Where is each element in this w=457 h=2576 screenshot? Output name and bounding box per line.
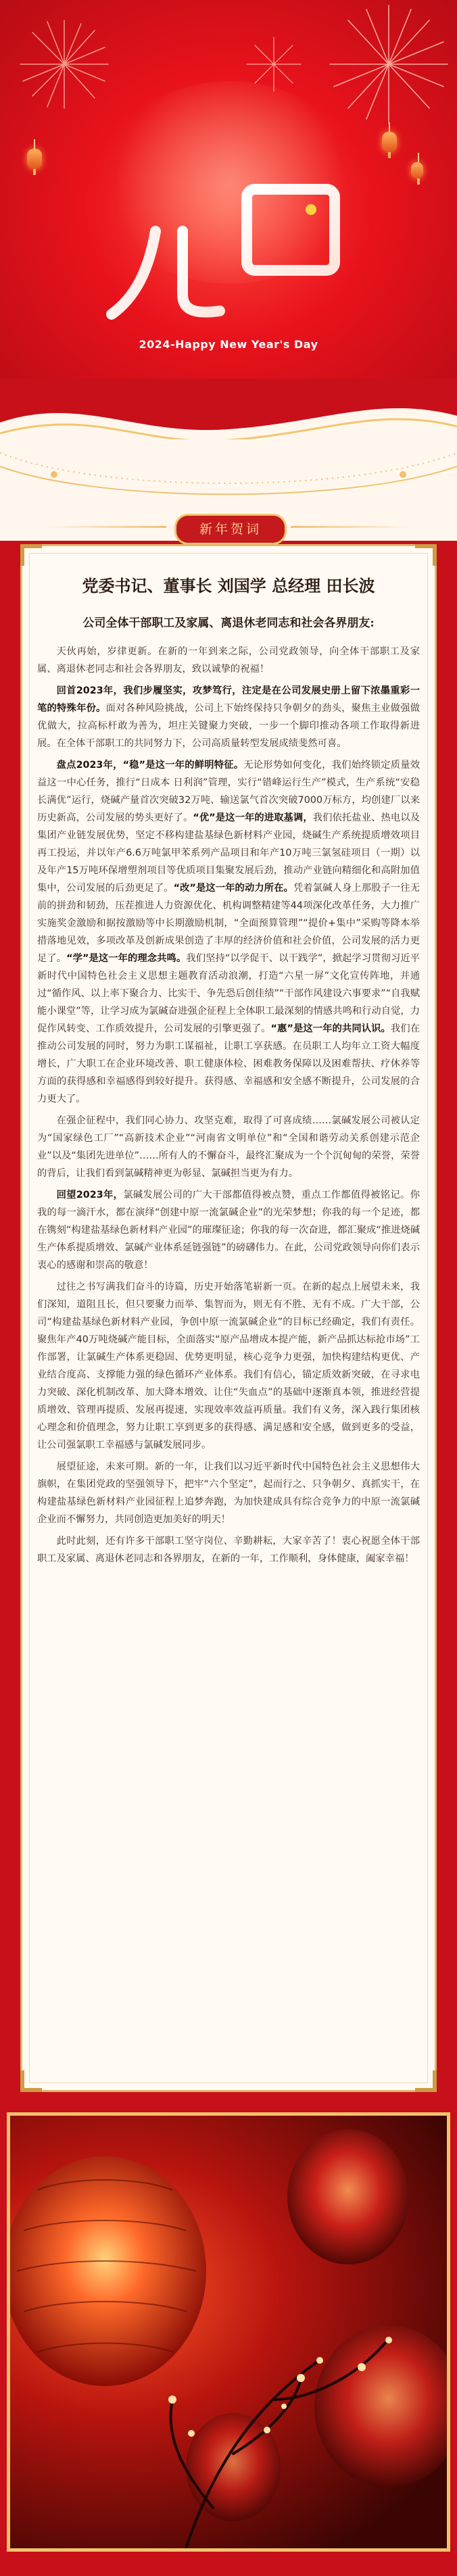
corner-ornament [415, 544, 437, 566]
lantern-icon [27, 149, 42, 169]
firework-small-icon [243, 34, 304, 95]
paragraph: 过往之书写满我们奋斗的诗篇，历史开始落笔崭新一页。在新的起点上展望未来，我们深知，道阻且长，但只要聚力而举、集智而为，则无有不胜、无有不成。广大干部，公司“构建盐基绿色新材料产业园，争创中原一流氯碱企业”的目标已经确定，我们有责任。聚焦年产40万吨烧碱产能目标，全面落实“原产品增成本提产能，新产品抓达标抢市场”工作部署，让氯碱生产体系更稳固、优势更明显，核心竞争力更强，加快构建结构更优、产业结合度高、支撑能力强的绿色循环产业体系。我们有信心，锚定质效新突破，在寻求电力突破、深化机制改革、加大降本增效、让住“失血点”的基础中逐渐真本领，推进经营提质增效、管理再提质、发展再提速，实现效率效益再质量。我们有义务，深入践行集团核心理念和价值理念，努力让职工享到更多的获得感、满足感和安全感，做到更多的受益，让公司强氯职工幸福感与氯碱发展同步。 [37, 1282, 420, 1451]
letter-headline: 党委书记、董事长 刘国学 总经理 田长波 [82, 576, 375, 596]
paragraph: 此时此刻，还有许多干部职工坚守岗位、辛勤耕耘，大家辛苦了！衷心祝愿全体干部职工及家属、离退休老同志和各界朋友，在新的一年，工作顺利，身体健康，阖家幸福！ [37, 1536, 420, 1564]
paragraph: 回望2023年，氯碱发展公司的广大干部都值得被点赞，重点工作都值得被铭记。你我的每一滴汗水，都在演绎“创建中原一流氯碱企业”的光荣梦想；你我的每一个足迹，都在镌刻“构建盐基绿色新材料产业园”的璀璨征途；你我的每一次奋进，都汇聚成“推进烧碱生产体系提质增效、氯碱产业体系延链强链”的磅礴伟力。在此，公司党政领导向你们表示衷心的感谢和崇高的敬意！ [37, 1190, 420, 1271]
corner-ornament [20, 544, 42, 566]
badge-left-line [45, 526, 166, 528]
corner-ornament [20, 2070, 42, 2092]
section-badge: 新年贺词 [174, 514, 287, 545]
lantern-icon [382, 132, 397, 152]
paragraph: 回首2023年，我们步履坚实，攻梦笃行，注定是在公司发展史册上留下浓墨重彩一笔的特殊年份。面对各种风险挑战，公司上下始终保持只争朝夕的劲头，聚焦主业做强做优做大，拉高标杆敢为善为，坦庄关键聚力突破，一步一个脚印推动各项工作取得新进展。在全体干部职工的共同努力下，公司高质量转型发展成绩斐然可喜。 [37, 685, 420, 749]
hero-year-text: 2024-Happy New Year's Day [139, 338, 318, 351]
lantern-icon [411, 162, 423, 178]
lantern-photo [7, 2112, 450, 2552]
yuandan-logo-icon [101, 169, 358, 331]
badge-right-line [291, 526, 412, 528]
lantern-photo-icon [10, 2116, 447, 2548]
hero-banner [0, 0, 457, 379]
letter-content [37, 564, 420, 1572]
letter-salutation: 公司全体干部职工及家属、离退休老同志和社会各界朋友: [82, 616, 375, 630]
paragraph: 展望征途，未来可期。新的一年，让我们以习近平新时代中国特色社会主义思想伟大旗帜，在集团党政的坚强领导下，把牢“六个坚定”，起而行之、只争朝夕、真抓实干，在构建盐基绿色新材料产业园征程上追梦奔跑，为加快建成具有综合竞争力的中原一流氯碱企业而不懈努力，共同创造更加美好的明天！ [37, 1461, 420, 1525]
paragraph: 在强企征程中，我们同心协力、攻坚克难，取得了可喜成绩……氯碱发展公司被认定为“国家绿色工厂”“高新技术企业”“河南省文明单位”和“全国和谐劳动关系创建示范企业”以及“集团先进单位”……所有人的不懈奋斗，最终汇聚成为一个个沉甸甸的荣誉，荣誉的背后，让我们看到氯碱精神更为彰显、氯碱担当更为有力。 [37, 1115, 420, 1179]
paragraph: 天伙再始，岁律更新。在新的一年到来之际，公司党政领导，向全体干部职工及家属、离退休老同志和社会各界朋友，致以诚挚的祝福！ [37, 646, 420, 675]
firework-left-icon [14, 14, 115, 115]
gold-arc-decoration [0, 433, 457, 514]
firework-right-icon [324, 0, 453, 128]
corner-ornament [415, 2070, 437, 2092]
paragraph: 盘点2023年，“稳”是这一年的鲜明特征。无论形势如何变化，我们始终锁定质量效益这一中心任务，推行“日成本 日利润”管理，实行“错峰运行生产”模式，生产系统“安稳长满优”运行，烧碱产量首次突破32万吨、输送氯气首次突破7000万标方，均创建厂以来历史新高，公司发展的势头更好了。“优”是这一年的进取基调，我们依托盐业、热电以及集团产业链发展优势，坚定不移构建盐基绿色新材料产业园，烧碱生产系统提质增效项目再工投运，并以年产6.6万吨氯甲苯系列产品项目和年产10万吨三氯氢硅项目（一期）以及年产15万吨环保增塑剂项目等优质项目集聚发展后劲，推动产业链向精细化和高附加值集中，公司发展的后劲更足了。“改”是这一年的动力所在。凭着氯碱人身上那股子一往无前的拼劲和韧劲，压茬推进人力资源优化、机构调整精建等44项深化改革任务，大力推广实施奖金激励和据按激励等中长期激励机制，“全面预算管理”“提价+集中”采购等降本举措落地见效，多项改革及创新成果创造了丰厚的经济价值和社会价值，公司发展的活力更足了。“学”是这一年的理念共鸣。我们坚持“以学促干、以干践学”，掀起学习贯彻习近平新时代中国特色社会主义思想主题教育活动浪潮，打造“六星一屏”文化宣传阵地，并通过“循作风、以上率下聚合力、比实干、争先恐后创佳绩”“干部作风建设六事要求”“自我赋能小课堂”等，让学习成为氯碱奋进强企征程上全体职工最深刻的情感共鸣和行动自觉，力促作风转变、工作质效提升，公司发展的引擎更强了。“惠”是这一年的共同认识。我们在推动公司发展的同时，努力为职工谋福祉，让职工享获感。在员职工人均年立工资大幅度增长，广大职工在企业环境改善、职工健康体检、困难教务保障以及困难帮扶、疗休养等方面的获得感和幸福感得到较好提升。获得感、幸福感和安全感不断提升，公司发展的合力更大了。 [37, 760, 420, 1104]
